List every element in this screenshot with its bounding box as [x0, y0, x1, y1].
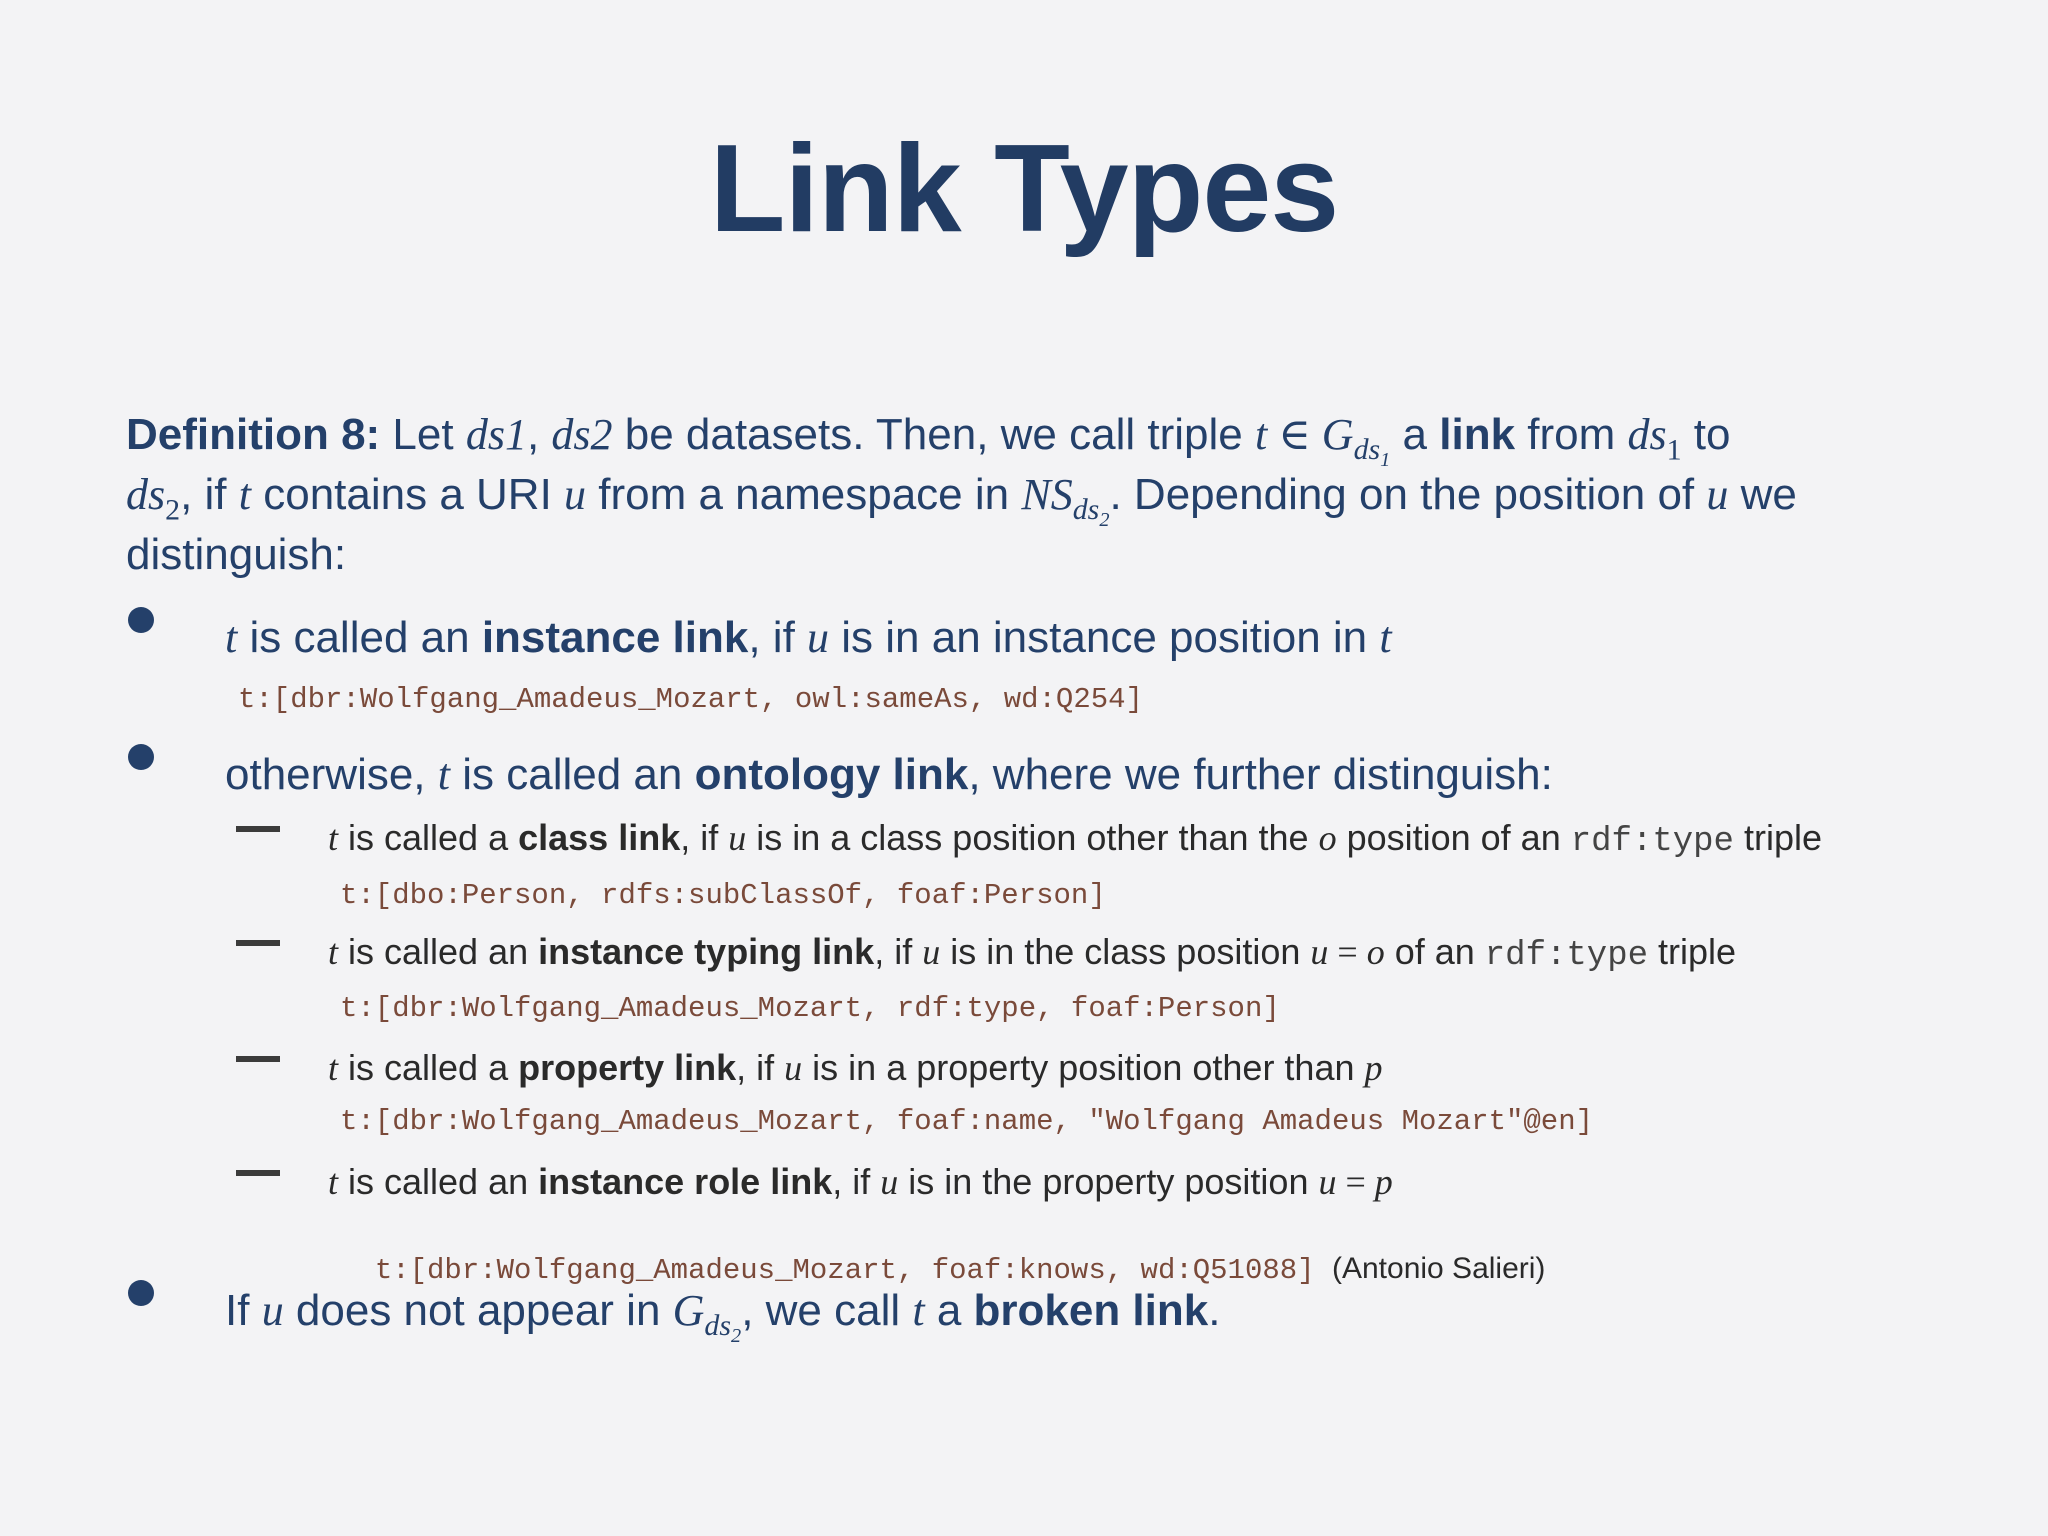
example-instance-link: t:[dbr:Wolfgang_Amadeus_Mozart, owl:sameAs, wd:Q254]: [238, 683, 1143, 716]
math-u: u: [564, 470, 587, 519]
math-ds2: ds2: [551, 410, 613, 459]
subitem-instance-typing-link: t is called an instance typing link, if u is in the class position u = o of an rdf:type triple: [328, 931, 1737, 975]
bullet-ontology-link: otherwise, t is called an ontology link, where we further distinguish:: [225, 750, 1553, 799]
math-t: t: [1254, 410, 1268, 459]
math-to-sub: 2: [165, 493, 181, 527]
math-t: t: [238, 470, 251, 519]
math-from-sub: 1: [1666, 433, 1682, 467]
dash-marker: [236, 826, 280, 832]
math-u: u: [1706, 470, 1729, 519]
example-class-link: t:[dbo:Person, rdfs:subClassOf, foaf:Person]: [340, 879, 1106, 912]
dash-marker: [236, 1170, 280, 1176]
math-in: ∈: [1267, 410, 1322, 459]
text: be datasets. Then, we call triple: [612, 410, 1255, 459]
dash-marker: [236, 940, 280, 946]
math-G: G: [1321, 410, 1354, 459]
text: . Depending on the position of: [1109, 470, 1707, 519]
bullet-broken-link: If u does not appear in $G_{ds_2}$, we call t a broken link.: [225, 1286, 1221, 1348]
bullet-instance-link: t is called an instance link, if u is in an instance position in t: [225, 613, 1392, 662]
math-ds1: ds1: [465, 410, 527, 459]
subitem-class-link: t is called a class link, if u is in a class position other than the o position of an rdf:type triple: [328, 817, 1822, 861]
dash-marker: [236, 1056, 280, 1062]
bold-link: link: [1439, 410, 1516, 459]
math-from-ds: ds: [1627, 410, 1667, 459]
definition-label: Definition 8:: [126, 410, 381, 459]
example-property-link: t:[dbr:Wolfgang_Amadeus_Mozart, foaf:name, "Wolfgang Amadeus Mozart"@en]: [340, 1105, 1594, 1138]
subitem-property-link: t is called a property link, if u is in a property position other than p: [328, 1047, 1383, 1088]
text: from: [1515, 410, 1628, 459]
math-G-sub: ds1: [1353, 433, 1391, 472]
bullet-dot: [128, 1280, 154, 1306]
text: ,: [526, 410, 552, 459]
text: , if: [180, 470, 239, 519]
bullet-dot: [128, 744, 154, 770]
example-instance-role-link: t:[dbr:Wolfgang_Amadeus_Mozart, foaf:knows, wd:Q51088] (Antonio Salieri): [374, 1252, 1546, 1287]
math-to-ds: ds: [126, 470, 166, 519]
math-NS: NS: [1021, 470, 1073, 519]
text: Let: [380, 410, 466, 459]
slide-title: Link Types: [709, 120, 1339, 258]
text: contains a URI: [251, 470, 565, 519]
text: from a namespace in: [586, 470, 1022, 519]
subitem-instance-role-link: t is called an instance role link, if u is in the property position u = p: [328, 1161, 1393, 1202]
text: a: [1390, 410, 1440, 459]
definition-paragraph: [126, 405, 1936, 585]
math-NS-sub: ds2: [1072, 493, 1110, 532]
example-note: (Antonio Salieri): [1331, 1252, 1546, 1285]
text: to: [1681, 410, 1731, 459]
example-instance-typing-link: t:[dbr:Wolfgang_Amadeus_Mozart, rdf:type, foaf:Person]: [340, 992, 1280, 1025]
bullet-dot: [128, 607, 154, 633]
text: we distinguish:: [126, 470, 1797, 579]
